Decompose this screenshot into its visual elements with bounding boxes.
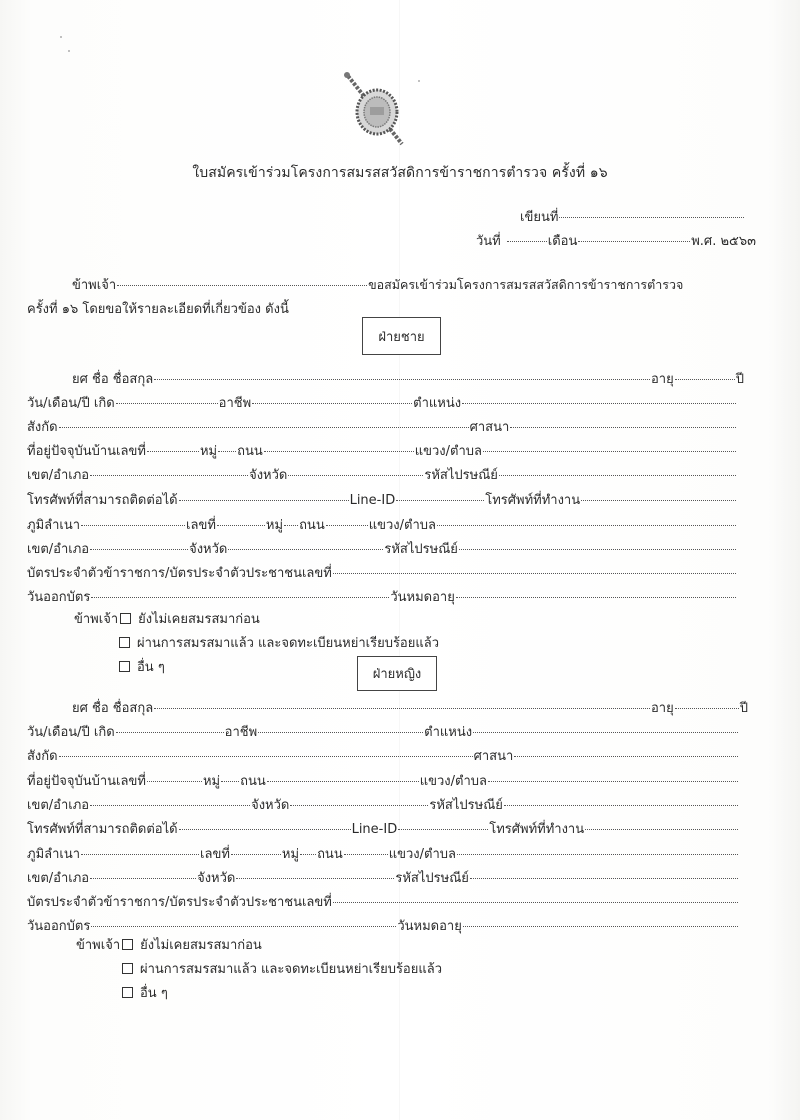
female-district-label: เขต/อำเภอ [27, 798, 90, 813]
female-position-input[interactable] [473, 731, 738, 733]
option-label: ยังไม่เคยสมรสมาก่อน [138, 612, 260, 627]
female-address-label: ที่อยู่ปัจจุบันบ้านเลขที่ [27, 774, 146, 789]
male-hometown-postcode-input[interactable] [459, 548, 736, 550]
female-hometown-province-label: จังหวัด [197, 871, 236, 886]
section-female-title: ฝ่ายหญิง [372, 667, 422, 682]
female-occupation-label: อาชีพ [224, 725, 258, 740]
male-subdistrict-label: แขวง/ตำบล [414, 444, 482, 459]
male-dob-label: วัน/เดือน/ปี เกิด [27, 396, 115, 411]
female-subdistrict-label: แขวง/ตำบล [419, 774, 487, 789]
male-road-label: ถนน [237, 444, 263, 459]
male-phone-row [27, 489, 737, 510]
male-district-label: เขต/อำเภอ [27, 468, 90, 483]
intro-continuation [27, 298, 289, 319]
female-expiry-input[interactable] [463, 925, 738, 927]
male-position-input[interactable] [462, 402, 736, 404]
male-district-input[interactable] [90, 474, 248, 476]
male-house-no-input[interactable] [147, 450, 199, 452]
male-idcard-input[interactable] [333, 572, 736, 574]
option-label: ยังไม่เคยสมรสมาก่อน [140, 938, 262, 953]
female-address-row [27, 770, 739, 791]
female-option-never-married[interactable] [76, 934, 262, 955]
female-affiliation-input[interactable] [59, 755, 473, 757]
female-phone-label: โทรศัพท์ที่สามารถติดต่อได้ [27, 822, 178, 837]
month-input[interactable] [578, 240, 690, 242]
section-male-header [362, 317, 441, 355]
male-affiliation-label: สังกัด [27, 420, 58, 435]
checkbox-icon[interactable] [119, 637, 130, 648]
male-occupation-input[interactable] [252, 402, 412, 404]
male-hometown-subdistrict-input[interactable] [437, 524, 736, 526]
male-hometown-province-label: จังหวัด [189, 542, 228, 557]
male-line-id-input[interactable] [396, 499, 484, 501]
male-age-input[interactable] [675, 378, 735, 380]
form-title: ใบสมัครเข้าร่วมโครงการสมรสสวัสดิการข้าราชการตำรวจ ครั้งที่ ๑๖ [192, 165, 608, 181]
male-occupation-label: อาชีพ [218, 396, 252, 411]
female-idcard-label: บัตรประจำตัวข้าราชการ/บัตรประจำตัวประชาชนเลขที่ [27, 895, 332, 910]
female-work-phone-input[interactable] [585, 828, 738, 830]
scan-speck [418, 80, 420, 82]
male-hometown-road-input[interactable] [326, 524, 368, 526]
male-hometown-input[interactable] [81, 524, 185, 526]
male-line-id-label: Line-ID [349, 493, 396, 508]
female-expiry-label: วันหมดอายุ [397, 919, 462, 934]
female-hometown-no-input[interactable] [231, 853, 281, 855]
female-religion-input[interactable] [514, 755, 738, 757]
checkbox-icon[interactable] [120, 613, 131, 624]
male-years-label: ปี [735, 372, 744, 387]
male-phone-label: โทรศัพท์ที่สามารถติดต่อได้ [27, 493, 178, 508]
male-issue-label: วันออกบัตร [27, 590, 91, 605]
female-hometown-district-input[interactable] [90, 877, 196, 879]
male-hometown-province-input[interactable] [228, 548, 383, 550]
applicant-name-input[interactable] [117, 284, 367, 286]
female-religion-label: ศาสนา [473, 749, 514, 764]
male-work-phone-input[interactable] [581, 499, 736, 501]
male-name-label: ยศ ชื่อ ชื่อสกุล [72, 372, 154, 387]
option-label: ผ่านการสมรสมาแล้ว และจดทะเบียนหย่าเรียบร้อยแล้ว [140, 962, 442, 977]
male-hometown-subdistrict-label: แขวง/ตำบล [368, 518, 436, 533]
female-dob-label: วัน/เดือน/ปี เกิด [27, 725, 115, 740]
scan-speck [60, 36, 62, 38]
male-age-label: อายุ [651, 372, 674, 387]
male-hometown-district-label: เขต/อำเภอ [27, 542, 90, 557]
male-hometown-no-input[interactable] [217, 524, 265, 526]
checkbox-icon[interactable] [122, 987, 133, 998]
female-hometown-district-row [27, 867, 739, 888]
month-label: เดือน [547, 234, 578, 249]
female-hometown-moo-label: หมู่ [281, 847, 300, 862]
female-hometown-subdistrict-input[interactable] [457, 853, 738, 855]
female-road-label: ถนน [240, 774, 266, 789]
female-postcode-input[interactable] [504, 804, 738, 806]
male-province-input[interactable] [288, 474, 423, 476]
female-name-label: ยศ ชื่อ ชื่อสกุล [72, 701, 154, 716]
female-occupation-input[interactable] [258, 731, 423, 733]
male-option-other[interactable] [117, 656, 165, 677]
checkbox-icon[interactable] [122, 939, 133, 950]
female-affiliation-label: สังกัด [27, 749, 58, 764]
female-moo-label: หมู่ [202, 774, 221, 789]
male-district-row [27, 464, 737, 485]
male-moo-label: หมู่ [199, 444, 218, 459]
male-subdistrict-input[interactable] [483, 450, 736, 452]
female-district-input[interactable] [90, 804, 250, 806]
male-option-never-married[interactable] [74, 608, 260, 629]
female-age-label: อายุ [651, 701, 674, 716]
female-hometown-row [27, 843, 739, 864]
female-option-other[interactable] [120, 982, 168, 1003]
female-hometown-subdistrict-label: แขวง/ตำบล [388, 847, 456, 862]
male-affiliation-row [27, 416, 737, 437]
male-self-label: ข้าพเจ้า [74, 612, 119, 627]
female-hometown-moo-input[interactable] [300, 853, 316, 855]
female-hometown-road-input[interactable] [344, 853, 388, 855]
male-hometown-no-label: เลขที่ [186, 518, 216, 533]
male-name-input[interactable] [154, 378, 650, 380]
date-label: วันที่ [476, 234, 501, 249]
male-dob-row [27, 392, 737, 413]
male-issue-row [27, 586, 737, 607]
female-work-phone-label: โทรศัพท์ที่ทำงาน [489, 822, 585, 837]
female-hometown-province-input[interactable] [236, 877, 394, 879]
male-province-label: จังหวัด [249, 468, 288, 483]
written-at-input[interactable] [559, 216, 744, 218]
applicant-line[interactable] [72, 274, 762, 295]
female-idcard-row [27, 891, 739, 912]
male-affiliation-input[interactable] [59, 426, 469, 428]
female-hometown-postcode-input[interactable] [470, 877, 738, 879]
female-self-label: ข้าพเจ้า [76, 938, 121, 953]
female-affiliation-row [27, 745, 739, 766]
male-hometown-moo-input[interactable] [284, 524, 298, 526]
applicant-label: ข้าพเจ้า [72, 278, 117, 293]
female-road-input[interactable] [267, 780, 419, 782]
female-name-row [72, 697, 748, 718]
female-age-input[interactable] [675, 707, 739, 709]
male-hometown-road-label: ถนน [299, 518, 325, 533]
female-issue-input[interactable] [91, 925, 396, 927]
option-label: ผ่านการสมรสมาแล้ว และจดทะเบียนหย่าเรียบร้อยแล้ว [137, 636, 439, 651]
female-moo-input[interactable] [221, 780, 239, 782]
written-at-field[interactable] [520, 206, 745, 227]
male-expiry-input[interactable] [456, 596, 736, 598]
section-female-header [357, 656, 437, 691]
section-male-title: ฝ่ายชาย [378, 329, 425, 345]
male-religion-label: ศาสนา [469, 420, 510, 435]
female-dob-input[interactable] [116, 731, 224, 733]
female-phone-input[interactable] [179, 828, 351, 830]
male-position-label: ตำแหน่ง [413, 396, 462, 411]
year-label: พ.ศ. ๒๕๖๓ [691, 234, 756, 249]
male-issue-input[interactable] [91, 596, 389, 598]
male-moo-input[interactable] [218, 450, 236, 452]
female-line-id-input[interactable] [398, 828, 488, 830]
checkbox-icon[interactable] [119, 661, 130, 672]
male-postcode-label: รหัสไปรษณีย์ [424, 468, 498, 483]
female-province-input[interactable] [290, 804, 428, 806]
female-hometown-road-label: ถนน [317, 847, 343, 862]
male-hometown-district-input[interactable] [90, 548, 188, 550]
day-input[interactable] [507, 240, 547, 242]
male-road-input[interactable] [264, 450, 414, 452]
option-label: อื่น ๆ [137, 660, 165, 675]
male-religion-input[interactable] [510, 426, 736, 428]
written-at-label: เขียนที่ [520, 210, 559, 225]
male-hometown-row [27, 514, 737, 535]
male-address-label: ที่อยู่ปัจจุบันบ้านเลขที่ [27, 444, 146, 459]
female-subdistrict-input[interactable] [488, 780, 738, 782]
request-text: ขอสมัครเข้าร่วมโครงการสมรสสวัสดิการข้าราชการตำรวจ [368, 277, 684, 292]
date-field[interactable] [476, 230, 756, 251]
female-postcode-label: รหัสไปรษณีย์ [429, 798, 503, 813]
female-province-label: จังหวัด [251, 798, 290, 813]
female-line-id-label: Line-ID [351, 822, 398, 837]
female-hometown-input[interactable] [81, 853, 199, 855]
female-years-label: ปี [739, 701, 748, 716]
female-phone-row [27, 818, 739, 839]
female-dob-row [27, 721, 739, 742]
male-expiry-label: วันหมดอายุ [390, 590, 455, 605]
male-phone-input[interactable] [179, 499, 349, 501]
police-emblem-icon [340, 70, 410, 150]
female-hometown-district-label: เขต/อำเภอ [27, 871, 90, 886]
female-option-divorced[interactable] [120, 958, 442, 979]
male-hometown-district-row [27, 538, 737, 559]
female-issue-row [27, 915, 739, 936]
female-hometown-no-label: เลขที่ [200, 847, 230, 862]
male-idcard-row [27, 562, 737, 583]
male-idcard-label: บัตรประจำตัวข้าราชการ/บัตรประจำตัวประชาชนเลขที่ [27, 566, 332, 581]
scan-speck [68, 50, 70, 52]
male-work-phone-label: โทรศัพท์ที่ทำงาน [485, 493, 581, 508]
checkbox-icon[interactable] [122, 963, 133, 974]
female-name-input[interactable] [154, 707, 650, 709]
male-option-divorced[interactable] [117, 632, 439, 653]
male-name-row [72, 368, 744, 389]
option-label: อื่น ๆ [140, 986, 168, 1001]
female-hometown-postcode-label: รหัสไปรษณีย์ [395, 871, 469, 886]
male-address-row [27, 440, 737, 461]
male-hometown-label: ภูมิลำเนา [27, 518, 81, 533]
female-house-no-input[interactable] [147, 780, 202, 782]
male-postcode-input[interactable] [499, 474, 736, 476]
male-hometown-postcode-label: รหัสไปรษณีย์ [384, 542, 458, 557]
female-hometown-label: ภูมิลำเนา [27, 847, 81, 862]
male-hometown-moo-label: หมู่ [265, 518, 284, 533]
intro-continuation-text: ครั้งที่ ๑๖ โดยขอให้รายละเอียดที่เกี่ยวข้อง ดังนี้ [27, 302, 289, 317]
male-dob-input[interactable] [116, 402, 218, 404]
female-position-label: ตำแหน่ง [424, 725, 473, 740]
female-issue-label: วันออกบัตร [27, 919, 91, 934]
female-idcard-input[interactable] [333, 901, 738, 903]
female-district-row [27, 794, 739, 815]
